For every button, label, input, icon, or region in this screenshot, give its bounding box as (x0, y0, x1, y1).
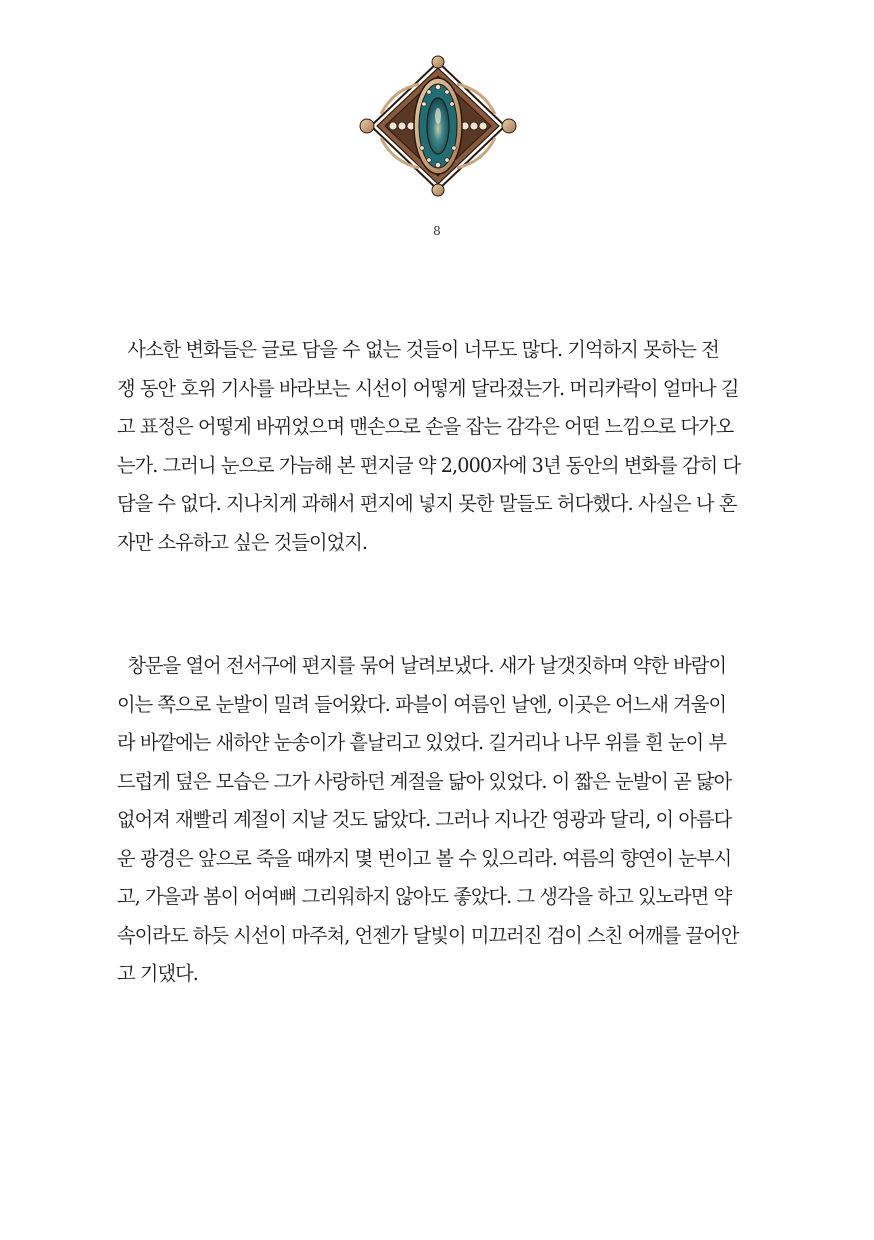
text-line: 쟁 동안 호위 기사를 바라보는 시선이 어떻게 달라졌는가. 머리카락이 얼마나 길 (117, 376, 739, 400)
text-line: 없어져 재빨리 계절이 지날 것도 닮았다. 그러나 지나간 영광과 달리, 이 아름다 (117, 808, 732, 831)
paragraph-2 (117, 647, 761, 994)
text-line: 고 표정은 어떻게 바뀌었으며 맨손으로 손을 잡는 감각은 어떤 느낌으로 다가오 (117, 415, 734, 438)
page-number: 8 (433, 224, 441, 238)
text-line: 운 광경은 앞으로 죽을 때까지 몇 번이고 볼 수 있으리라. 여름의 향연이 눈부시 (117, 846, 732, 870)
text-line: 사소한 변화들은 글로 담을 수 없는 것들이 너무도 많다. 기억하지 못하는 전 (117, 338, 719, 361)
text-line: 고, 가을과 봄이 어여뻐 그리워하지 않아도 좋았다. 그 생각을 하고 있노라면 약 (117, 885, 732, 908)
text-line: 속이라도 하듯 시선이 마주쳐, 언젠가 달빛이 미끄러진 검이 스친 어깨를 끌어안 (117, 923, 739, 947)
jeweled-ornament-icon (357, 54, 519, 198)
text-line: 드럽게 덮은 모습은 그가 사랑하던 계절을 닮아 있었다. 이 짧은 눈발이 곧 닳아 (117, 769, 732, 793)
text-line: 고 기댔다. (117, 962, 198, 985)
text-line: 담을 수 없다. 지나치게 과해서 편지에 넣지 못한 말들도 허다했다. 사실은 나 혼 (117, 492, 737, 515)
text-line: 창문을 열어 전서구에 편지를 묶어 날려보냈다. 새가 날갯짓하며 약한 바람이 (117, 654, 727, 677)
paragraph-1 (117, 331, 761, 562)
text-line: 는가. 그러니 눈으로 가늠해 본 편지글 약 2,000자에 3년 동안의 변화를 감히 다 (117, 453, 741, 477)
text-line: 라 바깥에는 새하얀 눈송이가 흩날리고 있었다. 길거리나 나무 위를 흰 눈이 부 (117, 731, 727, 754)
text-line: 자만 소유하고 싶은 것들이었지. (117, 530, 368, 554)
text-line: 이는 쪽으로 눈발이 밀려 들어왔다. 파블이 여름인 날엔, 이곳은 어느새 겨울이 (117, 692, 727, 716)
